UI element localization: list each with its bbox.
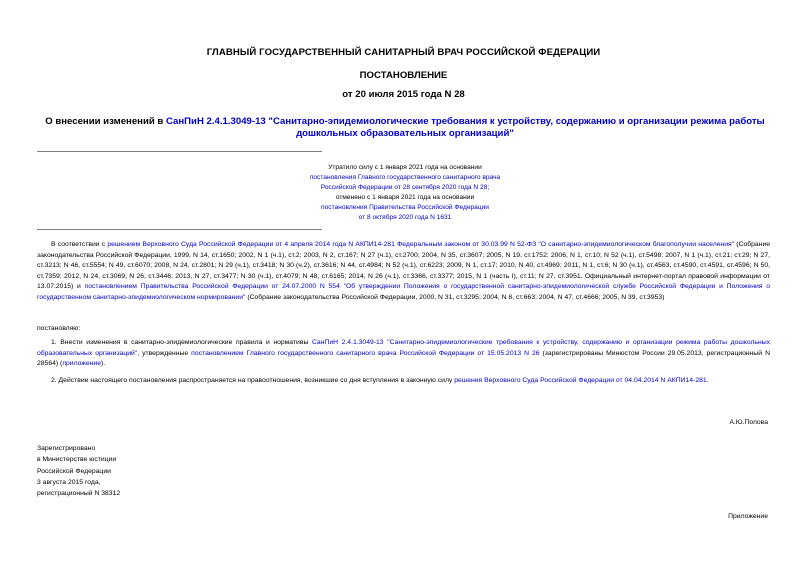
item-2-paragraph: 2. Действие настоящего постановления распространяется на правоотношения, возникшие со дня вступления в законную силу решения Верховного Суда Российской Федерации от 04.04.2014 N АКПИ14-281. [51, 377, 709, 384]
note-link-2b[interactable]: от 8 октября 2020 года N 1631 [358, 214, 452, 221]
note-link-1a[interactable]: постановления Главного государственного санитарного врача [309, 174, 501, 181]
item1-resolution-link[interactable]: постановлением Главного государственного санитарного врача Российской Федерации от 15.05.2013 N 26 [191, 349, 540, 357]
issuing-authority: ГЛАВНЫЙ ГОСУДАРСТВЕННЫЙ САНИТАРНЫЙ ВРАЧ РОССИЙСКОЙ ФЕДЕРАЦИИ [206, 47, 601, 58]
preamble-text-3: (Собрание законодательства Российской Федерации, 1999, N 14, ст.1650; 2002, N 1 (ч.1), ст.2; 2003, N 2, ст.167; N 27 (ч.1), ст.2700; 2004, N 35, ст.3607; 2005, N 19, ст.1752; 2006, N 1, ст.10; N 52 (ч.1), ст.5498; 2007, N 1 (ч.1), ст.21; ст.29; N 27, ст.3213; N 46, ст.5554; N 49, ст.6070; 2008, N 24, ст.2801; N 29 (ч.1), ст.3418; N 30 (ч.2), ст.3616; N 44, ст.4984; N 52 (ч.1), ст.6223; 2009, N 1, ст.17; 2010, N 40, ст.4969; 2011, N 1, ст.6; N 30 (ч.1), ст.4563, ст.4590, ст.4591, ст.4596; N 50, ст.7359; 2012, N 24, ст.3069; N 26, ст.3446; 2013, N 27, ст.3477; N 30 (ч.1), ст.4079; N 48, ст.6165; 2014, N 26 (ч.1), ст.3366, ст.3377; 2015, N 1 (часть I), ст.11; N 27, ст.3951. Официальный интернет-портал правовой информации от 13.07.2015) и [37, 241, 771, 291]
preamble-text-1: В соответствии с [51, 241, 108, 248]
top-divider [37, 151, 322, 152]
item-1-paragraph: 1. Внести изменения в санитарно-эпидемиологические правила и нормативы СанПиН 2.4.1.3049-13 "Санитарно-эпидемиологические требования к устройству, содержанию и организации режима работы дошкольных образовательных организаций", утвержденные постановлением Главного государственного санитарного врача Российской Федерации от 15.05.2013 N 26 (зарегистрированы Минюстом России 29.05.2013, регистрационный N 28564) (приложение). [37, 339, 771, 368]
supreme-court-decision-link[interactable]: решением Верховного Суда Российской Федерации от 4 апреля 2014 года N АКПИ14-281 [107, 241, 395, 248]
government-resolution-link[interactable]: постановлением Правительства Российской Федерации от 24.07.2000 N 554 "Об утверждении Положения о государственной санитарно-эпидемиологической службе Российской Федерации и Положения о государственном санитарно-эпидемиологическом нормировании" [37, 283, 770, 301]
note-line-2: отменено с 1 января 2021 года на основании [335, 194, 475, 201]
title-prefix: О внесении изменений в [45, 116, 166, 127]
note-line-1: Утратило силу с 1 января 2021 года на основании [328, 164, 482, 171]
appendix-label: Приложение [728, 513, 768, 520]
item2-court-decision-link[interactable]: решения Верховного Суда Российской Федерации от 04.04.2014 N АКПИ14-281 [454, 377, 707, 384]
status-note [230, 163, 580, 223]
federal-law-link[interactable]: Федеральным законом от 30.03.99 N 52-ФЗ "О санитарно-эпидемиологическом благополучии населения" [397, 241, 735, 248]
bottom-divider [37, 229, 322, 230]
title-sanpin-link[interactable]: СанПиН 2.4.1.3049-13 "Санитарно-эпидемиологические требования к устройству, содержанию и организации режима работы дошкольных образовательных организаций" [165, 116, 765, 139]
document-title [40, 116, 770, 140]
note-link-1b[interactable]: Российской Федерации от 28 сентября 2020 года N 28 [320, 184, 488, 191]
document-type: ПОСТАНОВЛЕНИЕ [359, 70, 448, 81]
registration-block: Зарегистрировано в Министерстве юстиции Российской Федерации 3 августа 2015 года, регистрационный N 38312 [37, 445, 121, 498]
appendix-link[interactable]: приложение [62, 360, 101, 368]
resolves-label: постановляю: [37, 325, 81, 332]
preamble-text-4: (Собрание законодательства Российской Федерации, 2000, N 31, ст.3295; 2004, N 8, ст.663; 2004, N 47, ст.4666; 2005, N 39, ст.3953) [245, 293, 665, 301]
note-link-2a[interactable]: постановления Правительства Российской Федерации [321, 204, 489, 211]
note-line-2-sep: ; [487, 184, 490, 191]
item1-sanpin-link[interactable]: СанПиН 2.4.1.3049-13 "Санитарно-эпидемиологические требования к устройству, содержанию и организации режима работы дошкольных образовательных организаций" [37, 339, 771, 357]
signature: А.Ю.Попова [729, 419, 768, 426]
document-date-number: от 20 июля 2015 года N 28 [342, 89, 465, 100]
preamble-paragraph [37, 240, 770, 304]
